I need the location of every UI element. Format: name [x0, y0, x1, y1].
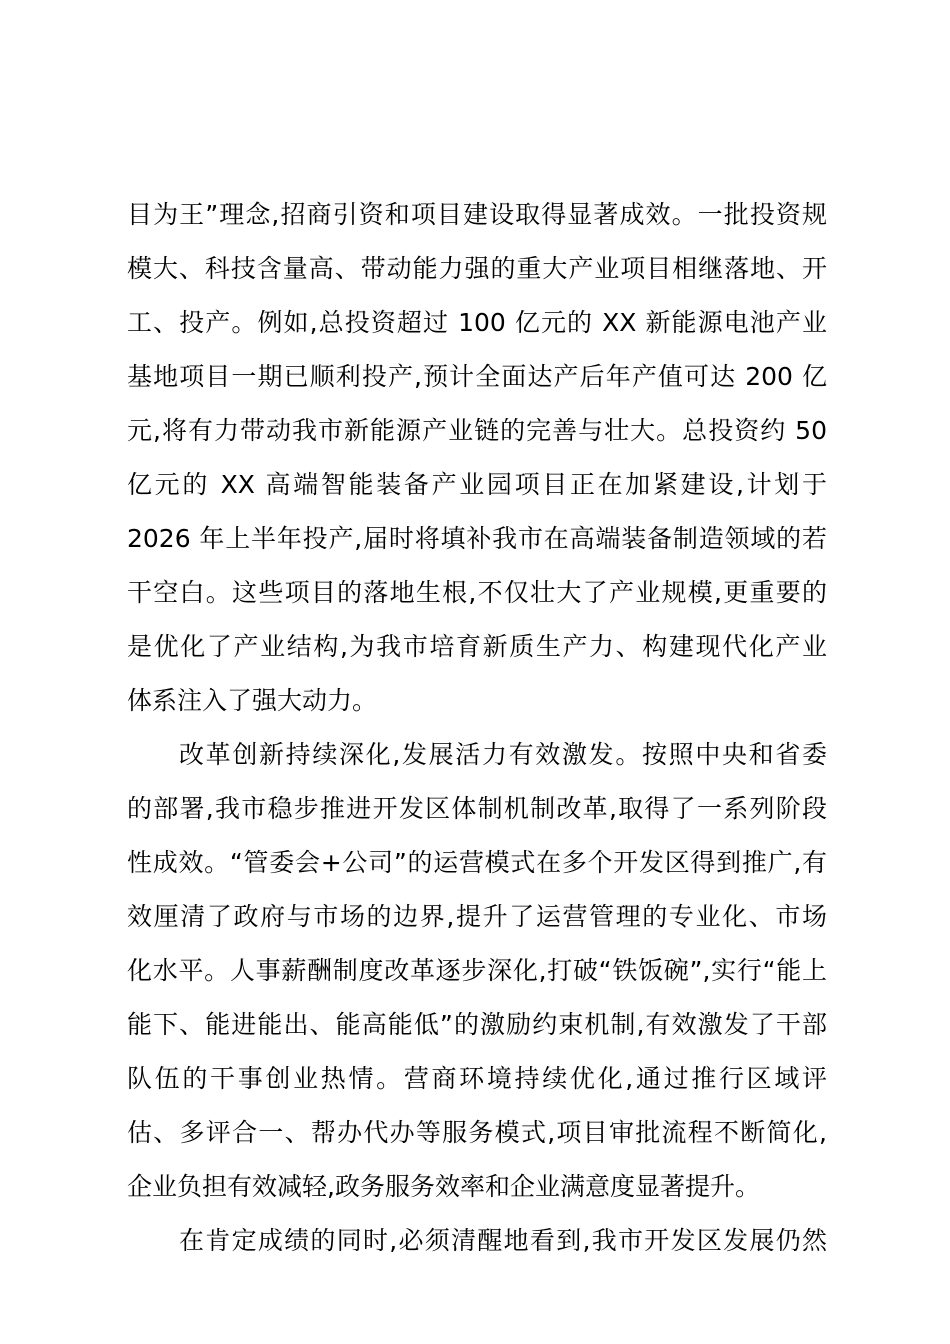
text-line: 基地项目一期已顺利投产,预计全面达产后年产值可达 200 亿: [127, 362, 827, 391]
text-line: 目为王”理念,招商引资和项目建设取得显著成效。一批投资规: [127, 200, 827, 229]
text-line: 亿元的 XX 高端智能装备产业园项目正在加紧建设,计划于: [127, 470, 827, 499]
text-line: 模大、科技含量高、带动能力强的重大产业项目相继落地、开: [127, 254, 827, 283]
text-line: 的部署,我市稳步推进开发区体制机制改革,取得了一系列阶段: [127, 794, 827, 823]
text-line: 估、多评合一、帮办代办等服务模式,项目审批流程不断简化,: [127, 1118, 827, 1147]
text-line: 元,将有力带动我市新能源产业链的完善与壮大。总投资约 50: [127, 416, 827, 445]
text-line: 体系注入了强大动力。: [127, 686, 378, 715]
text-line: 队伍的干事创业热情。营商环境持续优化,通过推行区域评: [127, 1064, 827, 1093]
document-body: [127, 188, 827, 1268]
text-line: 在肯定成绩的同时,必须清醒地看到,我市开发区发展仍然: [179, 1226, 827, 1255]
text-line: 工、投产。例如,总投资超过 100 亿元的 XX 新能源电池产业: [127, 308, 827, 337]
text-line: 能下、能进能出、能高能低”的激励约束机制,有效激发了干部: [127, 1010, 827, 1039]
paragraph: [127, 728, 827, 1214]
text-line: 改革创新持续深化,发展活力有效激发。按照中央和省委: [179, 740, 827, 769]
text-line: 干空白。这些项目的落地生根,不仅壮大了产业规模,更重要的: [127, 578, 827, 607]
text-line: 企业负担有效减轻,政务服务效率和企业满意度显著提升。: [127, 1172, 760, 1201]
paragraph: [127, 188, 827, 728]
paragraph: [127, 1214, 827, 1268]
text-line: 效厘清了政府与市场的边界,提升了运营管理的专业化、市场: [127, 902, 827, 931]
text-line: 化水平。人事薪酬制度改革逐步深化,打破“铁饭碗”,实行“能上: [127, 956, 827, 985]
text-line: 2026 年上半年投产,届时将填补我市在高端装备制造领域的若: [127, 524, 827, 553]
text-line: 性成效。“管委会+公司”的运营模式在多个开发区得到推广,有: [127, 848, 827, 877]
text-line: 是优化了产业结构,为我市培育新质生产力、构建现代化产业: [127, 632, 827, 661]
